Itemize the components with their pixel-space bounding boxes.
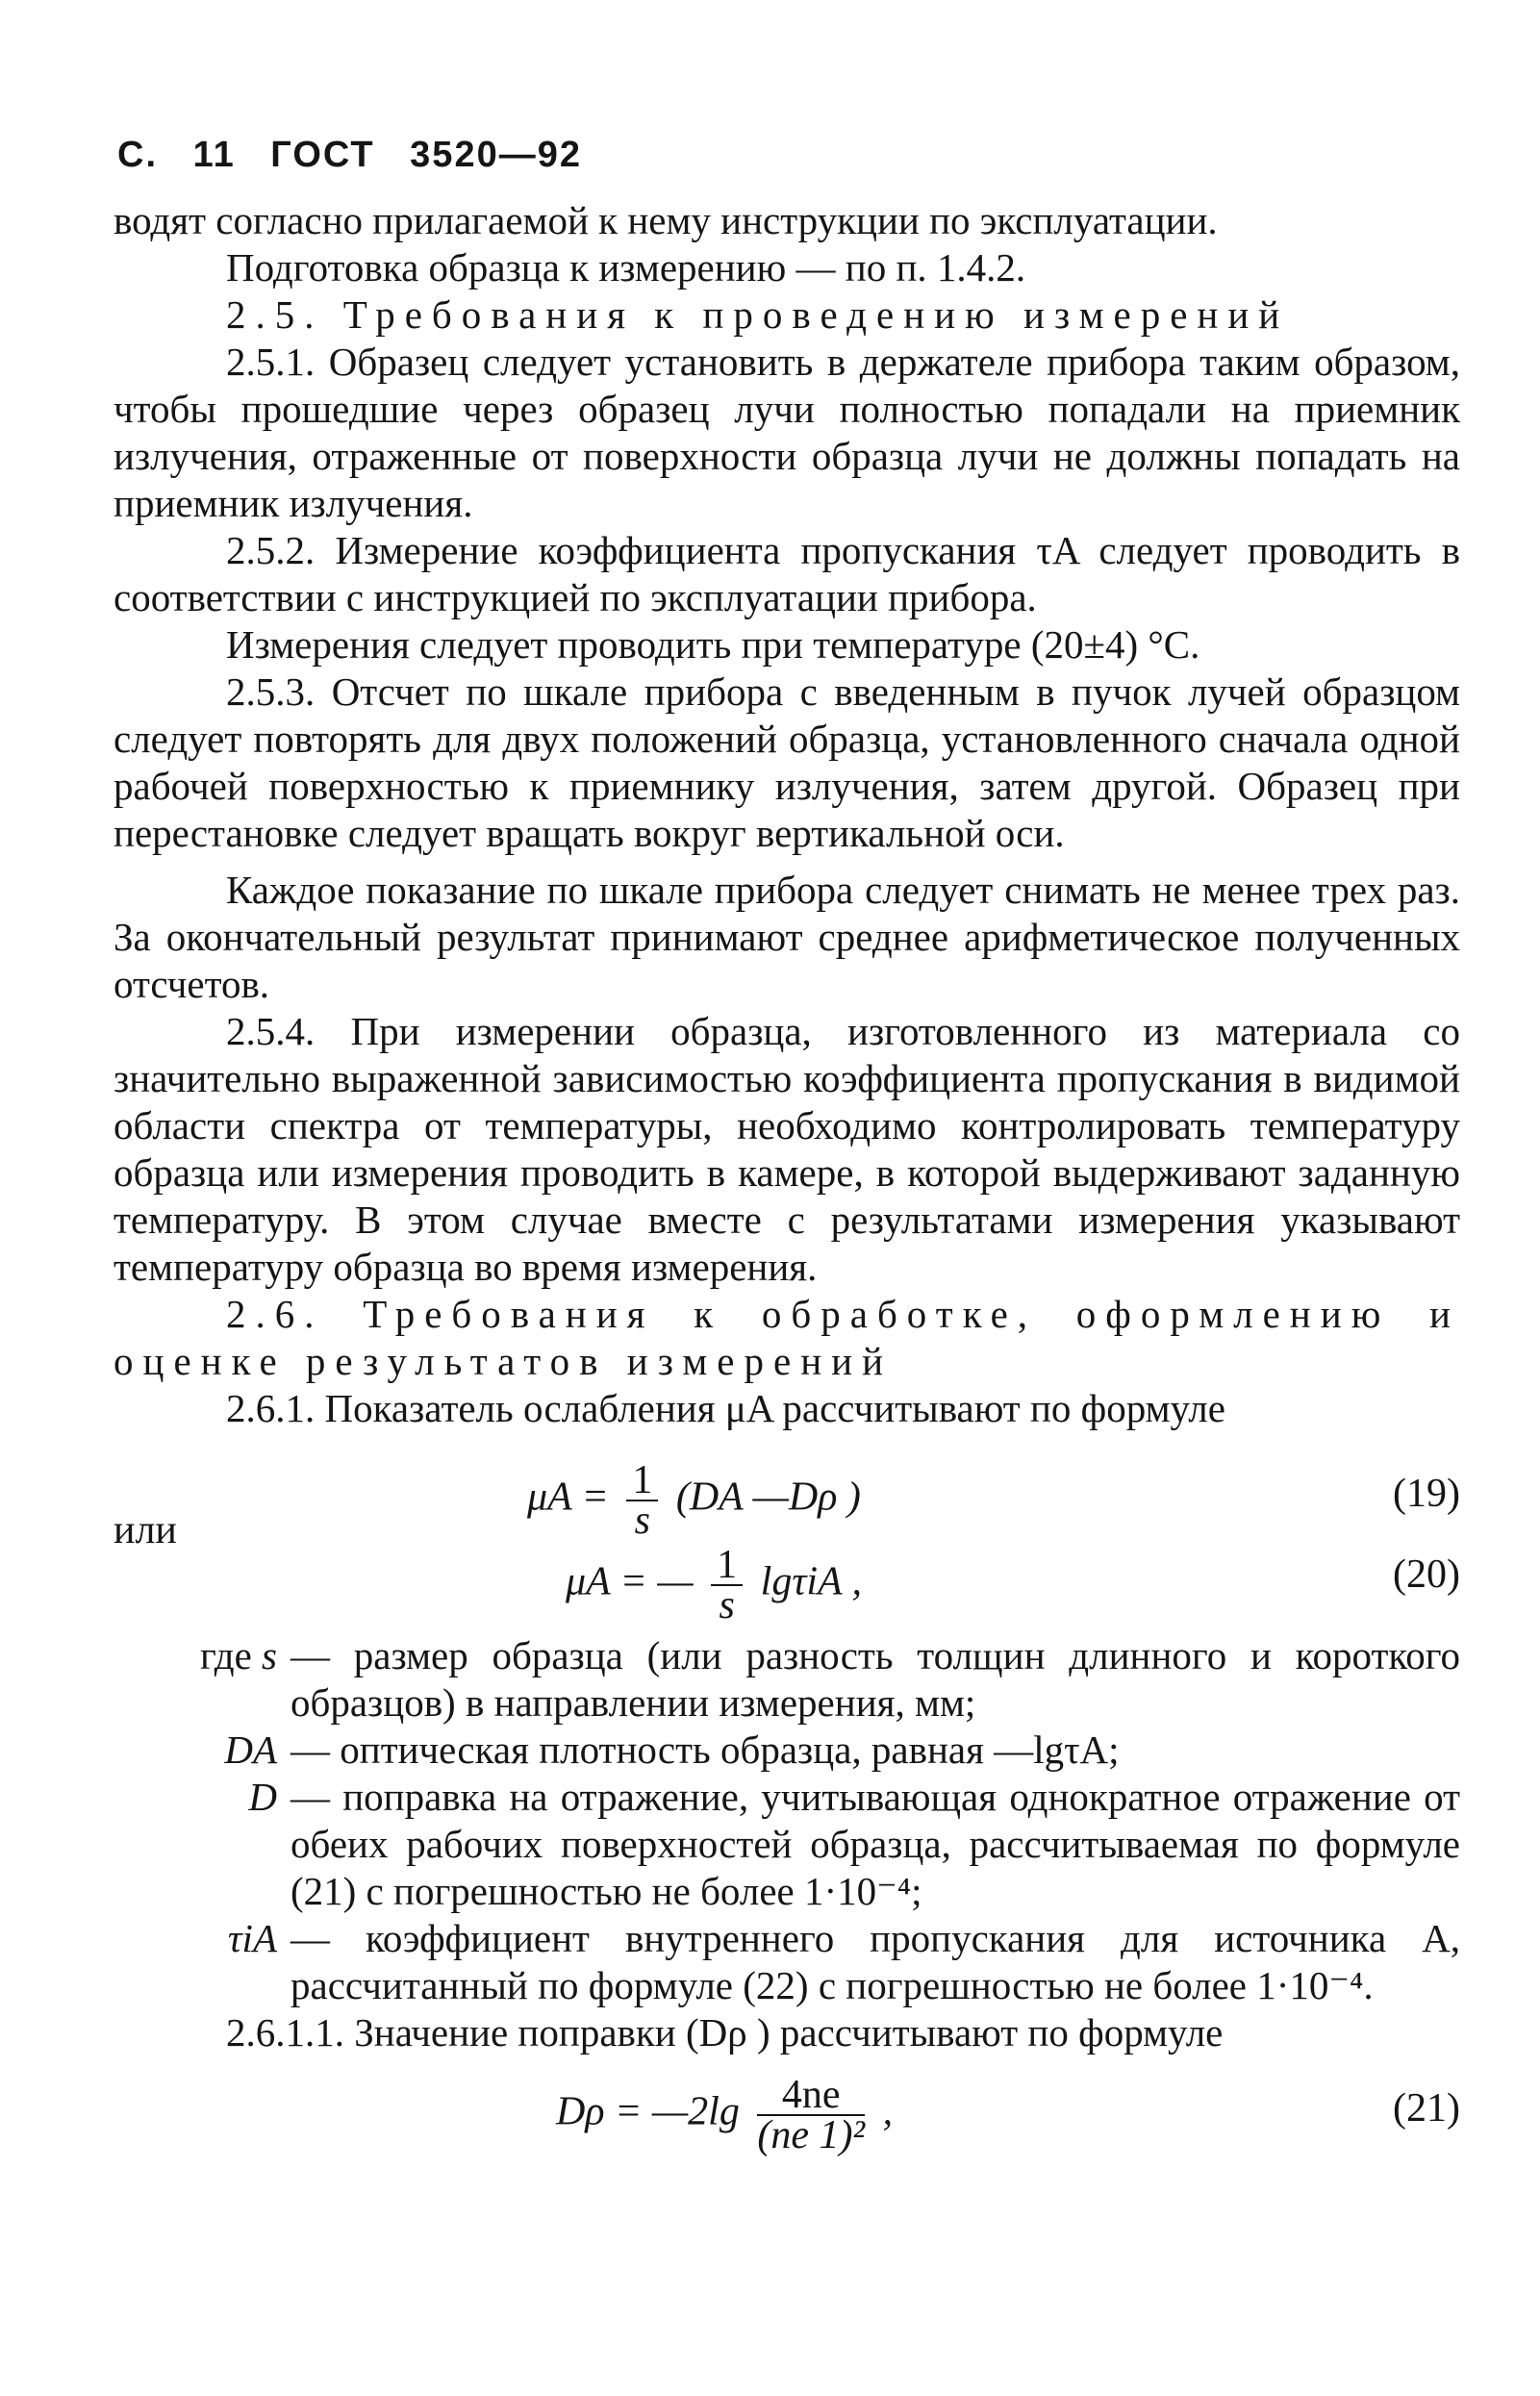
- paragraph: водят согласно прилагаемой к нему инструкции по эксплуатации.: [114, 198, 1218, 242]
- or-label: или: [114, 1508, 177, 1552]
- paragraph: 2.5.1. Образец следует установить в держателе прибора таким образом, чтобы прошедшие через образец лучи полностью попадали на приемник излучения, отраженные от поверхности образца лучи не должны попадать на приемник излучения.: [114, 340, 1460, 525]
- page-prefix: С.: [117, 135, 158, 175]
- paragraph: 2.5.3. Отсчет по шкале прибора с введенным в пучок лучей образцом следует повторять для двух положений образца, установленного сначала одной рабочей поверхностью к приемнику излучения, затем другой. Образец при перестановке следует вращать вокруг вертикальной оси.: [114, 669, 1460, 855]
- formula-number: (20): [1393, 1552, 1460, 1597]
- formula-comma: ,: [882, 2089, 894, 2134]
- formula-21: [114, 2070, 1460, 2160]
- formula-20: [114, 1508, 1460, 1632]
- definition-item: [142, 1915, 1460, 2009]
- page-header: [117, 135, 605, 176]
- standard-label: ГОСТ: [270, 135, 375, 175]
- fraction-numerator: 1: [711, 1546, 743, 1586]
- definition-symbol: τiA: [227, 1916, 277, 1960]
- definition-text: — оптическая плотность образца, равная —lgτA;: [290, 1728, 1120, 1772]
- fraction: [711, 1543, 743, 1627]
- where-label: где s: [199, 1633, 277, 1677]
- definition-symbol: D: [248, 1775, 277, 1819]
- paragraph: 2.6.1. Показатель ослабления μA рассчитывают по формуле: [226, 1386, 1225, 1430]
- fraction-numerator: 1: [626, 1461, 658, 1501]
- fraction: [626, 1458, 658, 1543]
- formula-number: (21): [1393, 2086, 1460, 2131]
- paragraph: Каждое показание по шкале прибора следует снимать не менее трех раз. За окончательный результат принимают среднее арифметическое полученных отсчетов.: [114, 868, 1460, 1006]
- formula-rhs: lgτiA ,: [760, 1559, 862, 1604]
- section-heading: 2.5. Требования к проведению измерений: [226, 292, 1290, 337]
- fraction-denominator: (ne 1)²: [757, 2113, 866, 2157]
- paragraph: 2.5.4. При измерении образца, изготовленного из материала со значительно выраженной зависимостью коэффициента пропускания в видимой области спектра от температуры, необходимо контролировать температуру образца или измерения проводить в камере, в которой выдерживают заданную температуру. В этом случае вместе с результатами измерения указывают температуру образца во время измерения.: [114, 1009, 1460, 1289]
- definition-text: — коэффициент внутреннего пропускания для источника A, рассчитанный по формуле (22) с погрешностью не более 1·10⁻⁴.: [290, 1916, 1460, 2007]
- paragraph: Измерения следует проводить при температуре (20±4) °С.: [226, 622, 1200, 667]
- section-heading: 2.6. Требования к обработке, оформлению и оценке результатов измерений: [114, 1292, 1460, 1383]
- formula-19: [114, 1451, 1460, 1542]
- formula-number: (19): [1393, 1472, 1460, 1516]
- formula-rhs: (DA —Dρ ): [675, 1475, 861, 1520]
- paragraph: 2.6.1.1. Значение поправки (Dρ ) рассчитывают по формуле: [226, 2010, 1224, 2055]
- paragraph: Подготовка образца к измерению — по п. 1.4.2.: [226, 245, 1026, 290]
- fraction: [757, 2073, 866, 2157]
- definitions-list: [142, 1632, 1460, 2009]
- fraction-denominator: s: [634, 1499, 650, 1543]
- formula-lhs: μA =: [527, 1475, 609, 1520]
- formula-lhs: Dρ = —2lg: [556, 2089, 740, 2134]
- fraction-denominator: s: [719, 1583, 735, 1627]
- definition-symbol: DA: [224, 1728, 277, 1772]
- formula-lhs: μA = —: [566, 1559, 694, 1604]
- definition-text: — размер образца (или разность толщин длинного и короткого образцов) в направлении измерения, мм;: [290, 1633, 1460, 1725]
- document-body: [114, 197, 1460, 2160]
- definition-item: [142, 1774, 1460, 1915]
- fraction-numerator: 4ne: [757, 2076, 865, 2116]
- definition-item: [142, 1632, 1460, 1727]
- definition-text: — поправка на отражение, учитывающая однократное отражение от обеих рабочих поверхностей образца, рассчитываемая по формуле (21) с погрешностью не более 1·10⁻⁴;: [290, 1775, 1460, 1913]
- standard-code: 3520—92: [410, 135, 582, 175]
- page-number: 11: [192, 135, 236, 175]
- definition-item: [142, 1727, 1460, 1774]
- paragraph: 2.5.2. Измерение коэффициента пропускания τA следует проводить в соответствии с инструкцией по эксплуатации прибора.: [114, 528, 1460, 619]
